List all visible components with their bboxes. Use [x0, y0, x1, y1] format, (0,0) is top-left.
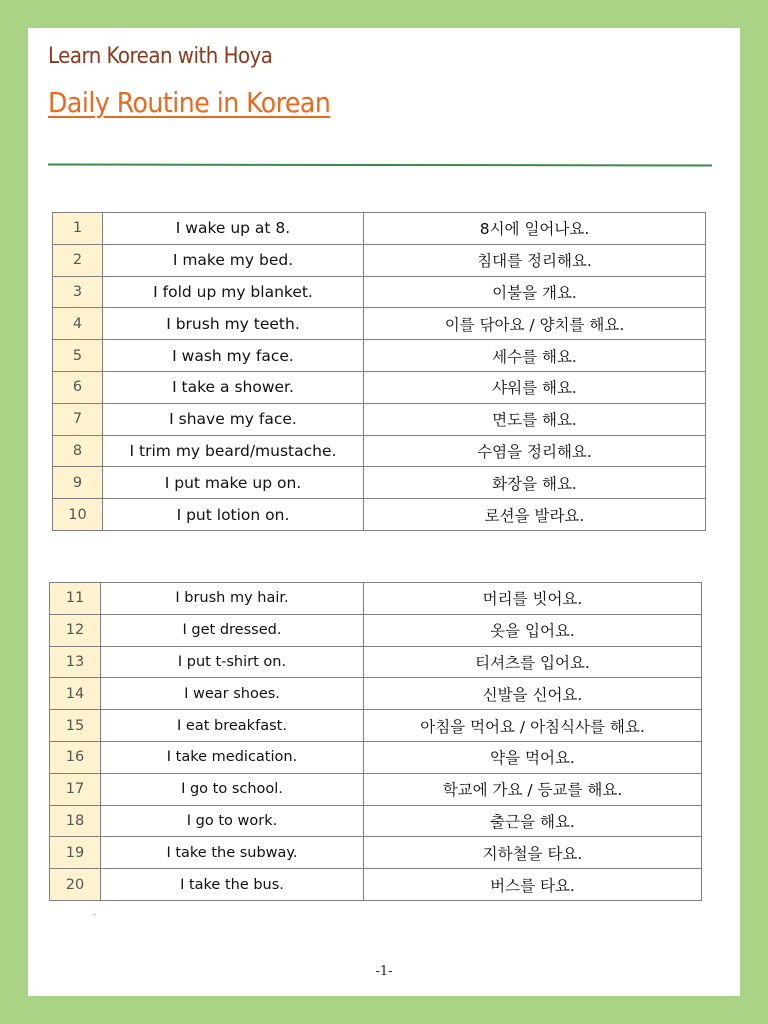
table-row: [50, 805, 702, 837]
english-phrase: I put lotion on.: [103, 499, 364, 531]
row-number: 8: [53, 435, 103, 467]
row-number: 17: [50, 773, 101, 805]
table-row: [50, 773, 702, 805]
table-row: [50, 646, 702, 678]
row-number: 5: [53, 340, 103, 372]
korean-phrase: 수염을 정리해요.: [364, 435, 706, 467]
korean-phrase: 학교에 가요 / 등교를 해요.: [364, 773, 702, 805]
row-number: 16: [50, 741, 101, 773]
korean-phrase: 출근을 해요.: [364, 805, 702, 837]
english-phrase: I take a shower.: [103, 371, 364, 403]
english-phrase: I get dressed.: [101, 614, 364, 646]
korean-phrase: 아침을 먹어요 / 아침식사를 해요.: [364, 710, 702, 742]
stray-dash: -: [93, 910, 97, 920]
korean-phrase: 침대를 정리해요.: [364, 244, 706, 276]
english-phrase: I wear shoes.: [101, 678, 364, 710]
english-phrase: I go to school.: [101, 773, 364, 805]
english-phrase: I eat breakfast.: [101, 710, 364, 742]
english-phrase: I brush my teeth.: [103, 308, 364, 340]
korean-phrase: 화장을 해요.: [364, 467, 706, 499]
row-number: 2: [53, 244, 103, 276]
table-row: [50, 678, 702, 710]
vocab-table-2: [49, 582, 702, 901]
table-row: [53, 213, 706, 245]
table-row: [50, 614, 702, 646]
document-page: [28, 28, 740, 996]
table-row: [53, 371, 706, 403]
vocab-table-1: [52, 212, 706, 531]
english-phrase: I put make up on.: [103, 467, 364, 499]
korean-phrase: 8시에 일어나요.: [364, 213, 706, 245]
table-row: [53, 499, 706, 531]
row-number: 13: [50, 646, 101, 678]
korean-phrase: 신발을 신어요.: [364, 678, 702, 710]
table-row: [50, 837, 702, 869]
table-row: [53, 340, 706, 372]
table-row: [50, 583, 702, 615]
korean-phrase: 이를 닦아요 / 양치를 해요.: [364, 308, 706, 340]
row-number: 6: [53, 371, 103, 403]
row-number: 4: [53, 308, 103, 340]
row-number: 3: [53, 276, 103, 308]
table-row: [50, 710, 702, 742]
row-number: 7: [53, 403, 103, 435]
subtitle: Learn Korean with Hoya: [48, 44, 273, 69]
table-row: [50, 869, 702, 901]
korean-phrase: 약을 먹어요.: [364, 741, 702, 773]
table-row: [53, 244, 706, 276]
english-phrase: I wash my face.: [103, 340, 364, 372]
divider: [48, 164, 712, 167]
english-phrase: I wake up at 8.: [103, 213, 364, 245]
english-phrase: I shave my face.: [103, 403, 364, 435]
english-phrase: I put t-shirt on.: [101, 646, 364, 678]
korean-phrase: 머리를 빗어요.: [364, 583, 702, 615]
english-phrase: I trim my beard/mustache.: [103, 435, 364, 467]
korean-phrase: 지하철을 타요.: [364, 837, 702, 869]
korean-phrase: 세수를 해요.: [364, 340, 706, 372]
row-number: 18: [50, 805, 101, 837]
table-row: [53, 435, 706, 467]
english-phrase: I go to work.: [101, 805, 364, 837]
english-phrase: I make my bed.: [103, 244, 364, 276]
english-phrase: I take medication.: [101, 741, 364, 773]
korean-phrase: 이불을 개요.: [364, 276, 706, 308]
row-number: 10: [53, 499, 103, 531]
english-phrase: I fold up my blanket.: [103, 276, 364, 308]
table-row: [53, 308, 706, 340]
page-number: -1-: [375, 964, 393, 979]
korean-phrase: 버스를 타요.: [364, 869, 702, 901]
row-number: 9: [53, 467, 103, 499]
table-row: [53, 467, 706, 499]
korean-phrase: 로션을 발라요.: [364, 499, 706, 531]
korean-phrase: 면도를 해요.: [364, 403, 706, 435]
table-row: [50, 741, 702, 773]
english-phrase: I brush my hair.: [101, 583, 364, 615]
row-number: 19: [50, 837, 101, 869]
table-row: [53, 403, 706, 435]
korean-phrase: 샤워를 해요.: [364, 371, 706, 403]
korean-phrase: 옷을 입어요.: [364, 614, 702, 646]
page-title: Daily Routine in Korean: [48, 86, 331, 119]
row-number: 15: [50, 710, 101, 742]
english-phrase: I take the bus.: [101, 869, 364, 901]
english-phrase: I take the subway.: [101, 837, 364, 869]
row-number: 1: [53, 213, 103, 245]
row-number: 12: [50, 614, 101, 646]
row-number: 20: [50, 869, 101, 901]
row-number: 14: [50, 678, 101, 710]
row-number: 11: [50, 583, 101, 615]
korean-phrase: 티셔츠를 입어요.: [364, 646, 702, 678]
table-row: [53, 276, 706, 308]
